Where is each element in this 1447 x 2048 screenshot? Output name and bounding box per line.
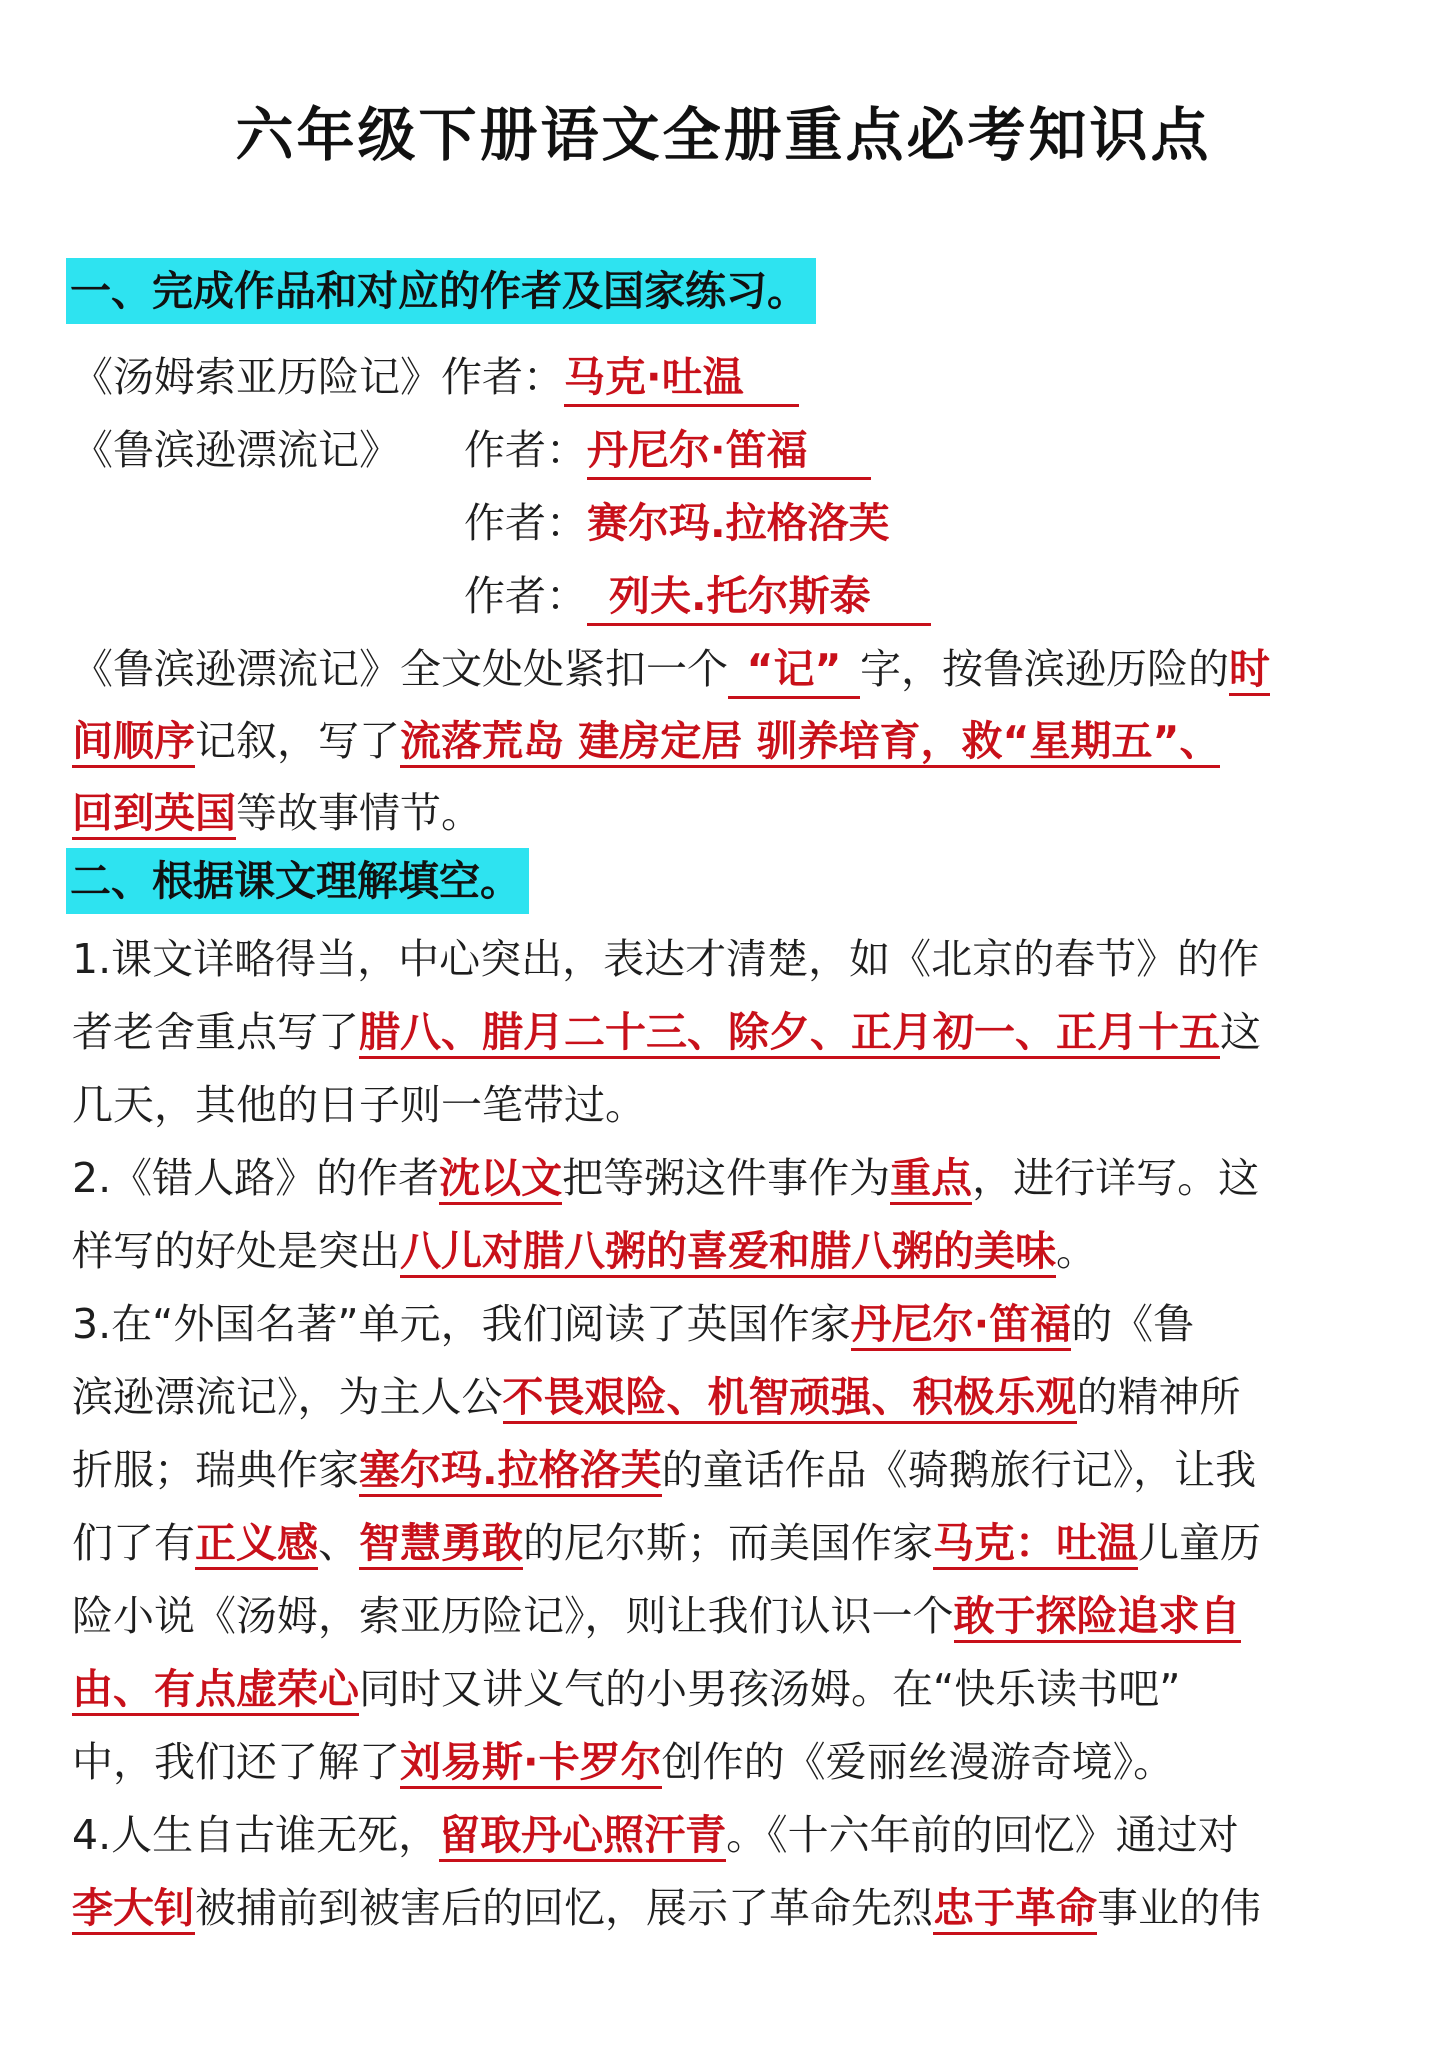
text: 滨逊漂流记》，为主人公 — [72, 1373, 503, 1421]
q3-line-1 — [72, 1297, 1194, 1351]
answer: 智慧勇敢 — [359, 1519, 523, 1570]
q4-line-1 — [72, 1808, 1239, 1862]
answer: 间顺序 — [72, 717, 195, 768]
text: 的《鲁 — [1071, 1300, 1195, 1348]
answer: 回到英国 — [72, 789, 236, 840]
q3-line-4 — [72, 1516, 1261, 1570]
q2-line-1 — [72, 1151, 1259, 1205]
q3-line-6 — [72, 1662, 1180, 1716]
q1-line-1 — [72, 932, 1259, 986]
section-1-heading: 一、完成作品和对应的作者及国家练习。 — [66, 258, 816, 324]
text: 、 — [318, 1519, 359, 1567]
author-answer: 列夫.托尔斯泰 — [587, 569, 931, 626]
author-label: 作者： — [464, 572, 587, 620]
text: 。 — [1056, 1227, 1097, 1275]
text: 字，按鲁滨逊历险的 — [860, 645, 1229, 693]
text: 样写的好处是突出 — [72, 1227, 400, 1275]
answer: 重点 — [890, 1154, 972, 1205]
q3-line-3 — [72, 1443, 1256, 1497]
answer-blank: “记” — [728, 642, 860, 699]
text: 的童话作品《骑鹅旅行记》，让我 — [661, 1446, 1257, 1494]
answer: 马克：吐温 — [933, 1519, 1138, 1570]
q3-line-2 — [72, 1370, 1241, 1424]
answer: 留取丹心照汗青 — [439, 1811, 726, 1862]
answer: 时 — [1229, 645, 1270, 696]
text: 被捕前到被害后的回忆，展示了革命先烈 — [195, 1884, 933, 1932]
text: 。《十六年前的回忆》通过对 — [726, 1811, 1239, 1859]
text: 几天，其他的日子则一笔带过。 — [72, 1081, 646, 1129]
author-label: 作者： — [441, 353, 564, 401]
section-2-heading: 二、根据课文理解填空。 — [66, 848, 529, 914]
answer: 忠于革命 — [933, 1884, 1097, 1935]
text: 《鲁滨逊漂流记》全文处处紧扣一个 — [72, 645, 728, 693]
text: ，进行详写。这 — [972, 1154, 1260, 1202]
text: 记叙，写了 — [195, 717, 400, 765]
text: 们了有 — [72, 1519, 195, 1567]
answer: 沈以文 — [439, 1154, 562, 1205]
author-row-4 — [72, 569, 931, 626]
answer: 正义感 — [195, 1519, 318, 1570]
text: 4.人生自古谁无死， — [72, 1811, 440, 1859]
text: 创作的《爱丽丝漫游奇境》。 — [661, 1738, 1175, 1786]
answer: 不畏艰险、机智顽强、积极乐观 — [503, 1373, 1077, 1424]
page-title: 六年级下册语文全册重点必考知识点 — [235, 101, 1212, 169]
author-answer: 赛尔玛.拉格洛芙 — [587, 499, 890, 547]
q1-line-2 — [72, 1005, 1261, 1059]
author-row-3 — [72, 496, 890, 550]
text: 中，我们还了解了 — [72, 1738, 400, 1786]
author-answer: 丹尼尔·笛福 — [587, 423, 871, 480]
q3-line-5 — [72, 1589, 1241, 1643]
text: 的精神所 — [1076, 1373, 1241, 1421]
text: 事业的伟 — [1097, 1884, 1261, 1932]
para-line-1 — [72, 642, 1270, 699]
author-row-1 — [72, 350, 799, 407]
text: 2.《错人路》的作者 — [72, 1154, 440, 1202]
answer: 丹尼尔·笛福 — [851, 1300, 1072, 1351]
text: 1.课文详略得当，中心突出，表达才清楚，如《北京的春节》的作 — [72, 935, 1260, 983]
text: 同时又讲义气的小男孩汤姆。在“快乐读书吧” — [359, 1665, 1181, 1713]
answer: 由、有点虚荣心 — [72, 1665, 359, 1716]
author-label: 作者： — [464, 499, 587, 547]
answer: 流落荒岛 建房定居 驯养培育，救“星期五”、 — [400, 717, 1220, 768]
text: 的尼尔斯；而美国作家 — [523, 1519, 933, 1567]
q4-line-2 — [72, 1881, 1261, 1935]
answer: 塞尔玛.拉格洛芙 — [359, 1446, 662, 1497]
para-line-3 — [72, 786, 482, 840]
answer: 腊八、腊月二十三、除夕、正月初一、正月十五 — [359, 1008, 1220, 1059]
text: 者老舍重点写了 — [72, 1008, 359, 1056]
answer: 刘易斯·卡罗尔 — [400, 1738, 662, 1789]
q3-line-7 — [72, 1735, 1174, 1789]
book-title: 《汤姆索亚历险记》 — [72, 353, 441, 401]
author-answer: 马克·吐温 — [564, 350, 799, 407]
text: 等故事情节。 — [236, 789, 482, 837]
answer: 敢于探险追求自 — [954, 1592, 1241, 1643]
text: 儿童历 — [1138, 1519, 1261, 1567]
answer: 李大钊 — [72, 1884, 195, 1935]
text: 3.在“外国名著”单元，我们阅读了英国作家 — [72, 1300, 851, 1348]
text: 这 — [1220, 1008, 1261, 1056]
author-row-2 — [72, 423, 871, 480]
q1-line-3 — [72, 1078, 646, 1132]
q2-line-2 — [72, 1224, 1097, 1278]
answer: 八儿对腊八粥的喜爱和腊八粥的美味 — [400, 1227, 1056, 1278]
text: 把等粥这件事作为 — [562, 1154, 891, 1202]
book-title: 《鲁滨逊漂流记》 — [72, 426, 400, 474]
author-label: 作者： — [464, 426, 587, 474]
para-line-2 — [72, 714, 1220, 768]
text: 险小说《汤姆，索亚历险记》，则让我们认识一个 — [72, 1592, 954, 1640]
text: 折服；瑞典作家 — [72, 1446, 359, 1494]
